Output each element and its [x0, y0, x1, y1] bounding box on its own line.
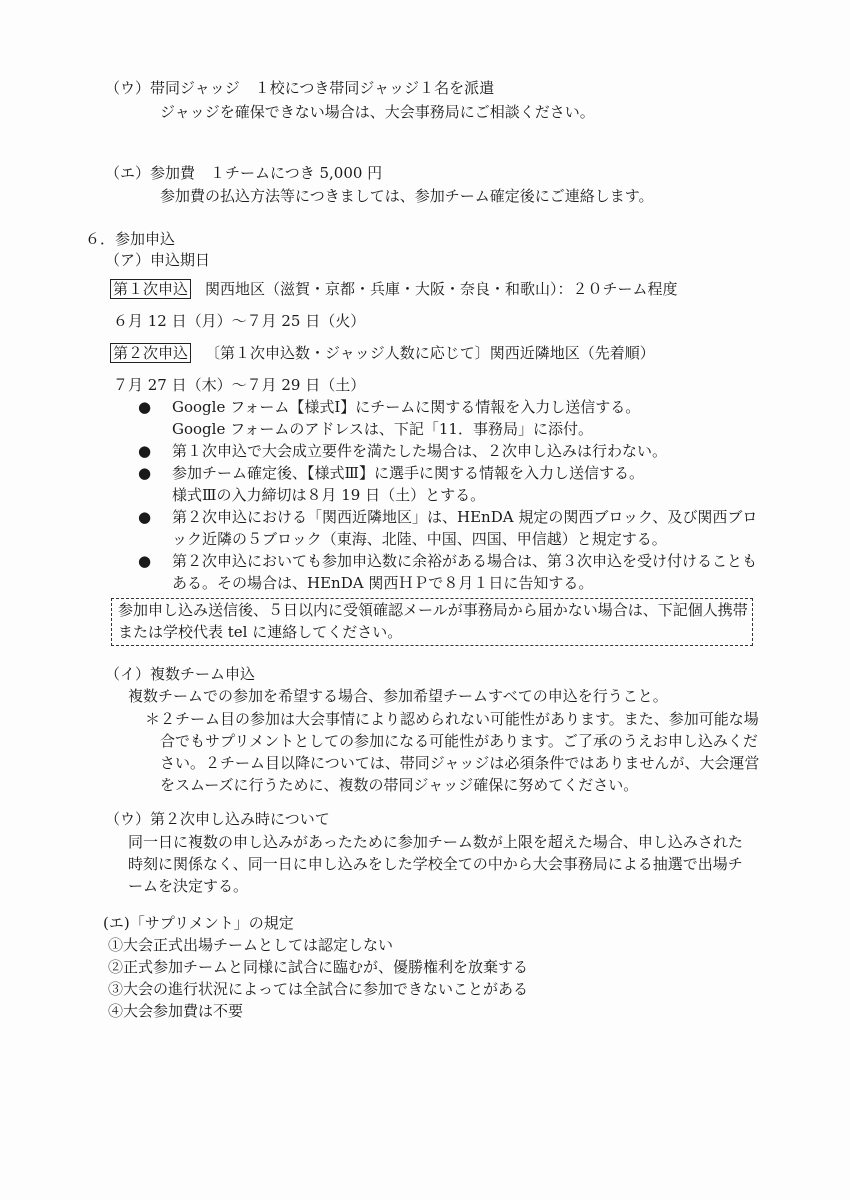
- bullet-1-line-2: Google フォームのアドレスは、下記「11．事務局」に添付。: [172, 420, 593, 438]
- round2-line: [110, 342, 655, 364]
- round2-rule-title: （ウ）第２次申し込み時について: [105, 810, 330, 828]
- multi-team-note-4: をスムーズに行うために、複数の帯同ジャッジ確保に努めてください。: [160, 776, 639, 794]
- round2-rule-line-1: 同一日に複数の申し込みがあったために参加チーム数が上限を超えた場合、申し込みされた: [128, 833, 743, 851]
- supplement-item-2: ②正式参加チームと同様に試合に臨むが、優勝権利を放棄する: [108, 958, 529, 976]
- supplement-item-1: ①大会正式出場チームとしては認定しない: [108, 936, 394, 954]
- bullet-4-line-2: ック近隣の５ブロック（東海、北陸、中国、四国、甲信越）と規定する。: [172, 530, 667, 548]
- round2-text: 〔第１次申込数・ジャッジ人数に応じて〕関西近隣地区（先着順）: [205, 344, 655, 362]
- bullet-5-line-2: ある。その場合は、HEnDA 関西ＨＰで８月１日に告知する。: [172, 574, 594, 592]
- bullet-icon: ●: [138, 552, 152, 570]
- round2-label: 第２次申込: [110, 343, 191, 363]
- section-title: ６．参加申込: [85, 230, 176, 248]
- round1-line: [110, 278, 678, 300]
- bullet-1-line-1: Google フォーム【様式Ⅰ】にチームに関する情報を入力し送信する。: [172, 398, 641, 416]
- bullet-icon: ●: [138, 398, 152, 416]
- round2-rule-line-3: ームを決定する。: [128, 877, 249, 895]
- fee-heading: （エ）参加費 １チームにつき 5,000 円: [105, 164, 383, 182]
- bullet-icon: ●: [138, 508, 152, 526]
- bullet-2-line-1: 第１次申込で大会成立要件を満たした場合は、２次申し込みは行わない。: [172, 442, 668, 460]
- bullet-3-line-1: 参加チーム確定後、【様式Ⅲ】に選手に関する情報を入力し送信する。: [172, 464, 644, 482]
- multi-team-text: 複数チームでの参加を希望する場合、参加希望チームすべての申込を行うこと。: [128, 687, 668, 705]
- round2-rule-line-2: 時刻に関係なく、同一日に申し込みをした学校全ての中から大会事務局による抽選で出場チ: [128, 855, 743, 873]
- fee-note: 参加費の払込方法等につきましては、参加チーム確定後にご連絡します。: [160, 187, 654, 205]
- deadline-subtitle: （ア）申込期日: [105, 251, 211, 269]
- supplement-item-3: ③大会の進行状況によっては全試合に参加できないことがある: [108, 980, 529, 998]
- round2-dates: ７月 27 日（木）～７月 29 日（土）: [113, 376, 366, 394]
- round1-text: 関西地区（滋賀・京都・兵庫・大阪・奈良・和歌山）：２０チーム程度: [205, 280, 678, 298]
- round1-dates: ６月 12 日（月）～７月 25 日（火）: [113, 312, 366, 330]
- supplement-item-4: ④大会参加費は不要: [108, 1002, 244, 1020]
- multi-team-note-1: ＊２チーム目の参加は大会事情により認められない可能性があります。また、参加可能な場: [145, 710, 759, 728]
- notice-line-2: または学校代表 tel に連絡してください。: [118, 623, 403, 641]
- bullet-icon: ●: [138, 442, 152, 460]
- judge-heading: （ウ）帯同ジャッジ １校につき帯同ジャッジ１名を派遣: [105, 79, 495, 97]
- judge-note: ジャッジを確保できない場合は、大会事務局にご相談ください。: [160, 103, 595, 121]
- multi-team-note-2: 合でもサプリメントとしての参加になる可能性があります。ご了承のうえお申し込みくだ: [160, 732, 758, 750]
- round1-label: 第１次申込: [110, 279, 191, 299]
- multi-team-title: （イ）複数チーム申込: [105, 665, 256, 683]
- bullet-3-line-2: 様式Ⅲの入力締切は８月 19 日（土）とする。: [172, 486, 486, 504]
- notice-line-1: 参加申し込み送信後、５日以内に受領確認メールが事務局から届かない場合は、下記個人携帯: [118, 601, 748, 619]
- bullet-5-line-1: 第２次申込においても参加申込数に余裕がある場合は、第３次申込を受け付けることも: [172, 552, 758, 570]
- supplement-title: (エ)「サプリメント」の規定: [103, 914, 294, 932]
- multi-team-note-3: さい。２チーム目以降については、帯同ジャッジは必須条件ではありませんが、大会運営: [160, 754, 760, 772]
- bullet-icon: ●: [138, 464, 152, 482]
- bullet-4-line-1: 第２次申込における「関西近隣地区」は、HEnDA 規定の関西ブロック、及び関西ブロ: [172, 508, 758, 526]
